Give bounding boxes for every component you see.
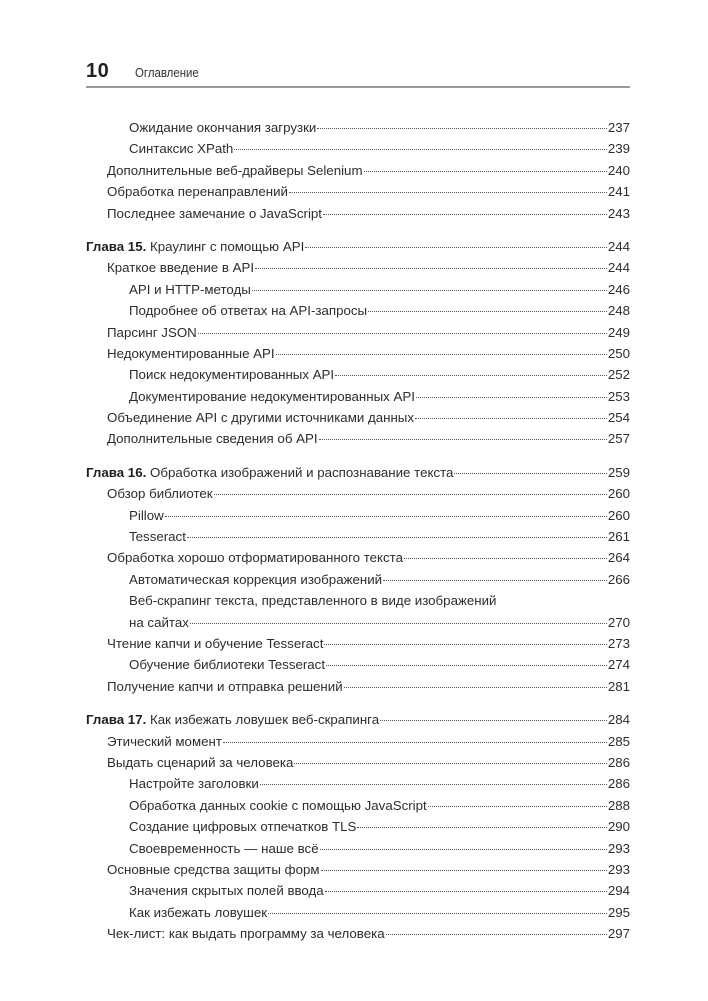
toc-entry-title: API и HTTP-методы bbox=[129, 281, 251, 297]
toc-entry[interactable] bbox=[86, 257, 630, 278]
dot-leader bbox=[323, 214, 607, 215]
dot-leader bbox=[416, 397, 607, 398]
toc-entry-page: 239 bbox=[607, 141, 630, 157]
dot-leader bbox=[344, 687, 607, 688]
toc-entry-title: Чтение капчи и обучение Tesseract bbox=[107, 635, 324, 651]
toc-entry-page: 295 bbox=[607, 904, 630, 920]
toc-entry[interactable] bbox=[86, 407, 630, 428]
toc-entry-page: 243 bbox=[607, 205, 630, 221]
dot-leader bbox=[305, 247, 607, 248]
chapter-label: Глава 15. bbox=[86, 238, 147, 254]
toc-entry-title bbox=[86, 462, 453, 483]
toc-entry[interactable] bbox=[86, 160, 630, 181]
toc-entry-title: Чек-лист: как выдать программу за человека bbox=[107, 926, 385, 942]
dot-leader bbox=[454, 473, 606, 474]
dot-leader bbox=[319, 439, 607, 440]
toc-entry-page: 266 bbox=[607, 571, 630, 587]
toc-entry[interactable] bbox=[86, 300, 630, 321]
toc-entry[interactable] bbox=[86, 279, 630, 300]
toc-entry-title-line1: Веб-скрапинг текста, представленного в виде изображений bbox=[129, 593, 497, 609]
toc-entry-page: 285 bbox=[607, 733, 630, 749]
toc-entry[interactable] bbox=[86, 547, 630, 568]
dot-leader bbox=[386, 934, 607, 935]
dot-leader bbox=[335, 375, 607, 376]
toc-entry[interactable] bbox=[86, 654, 630, 675]
toc-entry-title: Выдать сценарий за человека bbox=[107, 754, 294, 770]
toc-entry-title: Поиск недокументированных API bbox=[129, 367, 335, 383]
dot-leader bbox=[252, 290, 607, 291]
running-header bbox=[86, 58, 630, 88]
toc-entry[interactable] bbox=[86, 428, 630, 449]
toc-entry[interactable] bbox=[86, 386, 630, 407]
toc-entry-page: 248 bbox=[607, 303, 630, 319]
toc-entry[interactable] bbox=[86, 752, 630, 773]
toc-entry-title: Объединение API с другими источниками данных bbox=[107, 410, 415, 426]
toc-entry[interactable] bbox=[86, 816, 630, 837]
dot-leader bbox=[324, 644, 606, 645]
dot-leader bbox=[368, 311, 607, 312]
toc-chapter-entry[interactable] bbox=[86, 709, 630, 730]
toc-entry[interactable] bbox=[86, 526, 630, 547]
toc-entry-page: 293 bbox=[607, 861, 630, 877]
chapter-label: Глава 16. bbox=[86, 464, 147, 480]
toc-entry-page: 281 bbox=[607, 678, 630, 694]
dot-leader bbox=[326, 665, 607, 666]
toc-entry[interactable] bbox=[86, 859, 630, 880]
toc-entry-title: Pillow bbox=[129, 507, 164, 523]
toc-entry-title bbox=[86, 236, 304, 257]
chapter-title: Как избежать ловушек веб-скрапинга bbox=[150, 712, 380, 728]
toc-entry-title: Основные средства защиты форм bbox=[107, 861, 320, 877]
toc-entry-page: 260 bbox=[607, 507, 630, 523]
toc-entry-page: 290 bbox=[607, 819, 630, 835]
toc-entry-title: Дополнительные сведения об API bbox=[107, 431, 318, 447]
toc-entry[interactable] bbox=[86, 343, 630, 364]
toc-entry-title: Краткое введение в API bbox=[107, 260, 255, 276]
toc-entry-page: 249 bbox=[607, 324, 630, 340]
chapter-title: Краулинг с помощью API bbox=[150, 238, 305, 254]
toc-entry-title: Обработка хорошо отформатированного текста bbox=[107, 550, 403, 566]
toc-entry-page: 261 bbox=[607, 529, 630, 545]
toc-entry[interactable] bbox=[86, 322, 630, 343]
toc-entry-title bbox=[86, 709, 379, 730]
toc-entry-title: Этический момент bbox=[107, 733, 222, 749]
toc-entry-page: 253 bbox=[607, 388, 630, 404]
toc-entry-page: 293 bbox=[607, 840, 630, 856]
toc-entry-page: 286 bbox=[607, 776, 630, 792]
toc-entry-title: Создание цифровых отпечатков TLS bbox=[129, 819, 357, 835]
toc-entry-page: 288 bbox=[607, 797, 630, 813]
toc-entry-page: 252 bbox=[607, 367, 630, 383]
toc-entry[interactable] bbox=[86, 731, 630, 752]
dot-leader bbox=[321, 870, 607, 871]
toc-entry-title: Своевременность — наше всё bbox=[129, 840, 319, 856]
dot-leader bbox=[357, 827, 606, 828]
dot-leader bbox=[214, 494, 607, 495]
toc-entry[interactable] bbox=[86, 203, 630, 224]
toc-entry-page: 244 bbox=[607, 260, 630, 276]
toc-entry-page: 273 bbox=[607, 635, 630, 651]
page-number: 10 bbox=[86, 60, 110, 82]
dot-leader bbox=[190, 623, 607, 624]
toc-entry-title: Получение капчи и отправка решений bbox=[107, 678, 343, 694]
toc-entry[interactable] bbox=[86, 590, 630, 633]
toc-entry-page: 241 bbox=[607, 184, 630, 200]
toc-entry[interactable] bbox=[86, 505, 630, 526]
toc-entry-title: Обработка перенаправлений bbox=[107, 184, 288, 200]
toc-entry-title: Синтаксис XPath bbox=[129, 141, 234, 157]
toc-entry[interactable] bbox=[86, 483, 630, 504]
toc-entry-title: Обработка данных cookie с помощью JavaScript bbox=[129, 797, 427, 813]
toc-entry-page: 294 bbox=[607, 883, 630, 899]
dot-leader bbox=[383, 580, 607, 581]
toc-entry-title: Недокументированные API bbox=[107, 345, 275, 361]
toc-entry-title: Подробнее об ответах на API-запросы bbox=[129, 303, 368, 319]
toc-entry-title: Парсинг JSON bbox=[107, 324, 197, 340]
toc-entry-page: 264 bbox=[607, 550, 630, 566]
toc-entry-title: Настройте заголовки bbox=[129, 776, 259, 792]
toc-entry-page: 284 bbox=[607, 712, 630, 728]
toc-chapter-entry[interactable] bbox=[86, 236, 630, 257]
chapter-title: Обработка изображений и распознавание текста bbox=[150, 464, 454, 480]
toc-entry-page: 237 bbox=[607, 120, 630, 135]
toc-entry-title: Последнее замечание о JavaScript bbox=[107, 205, 322, 221]
toc-entry[interactable] bbox=[86, 880, 630, 901]
dot-leader bbox=[234, 149, 606, 150]
toc-entry-title: Документирование недокументированных API bbox=[129, 388, 415, 404]
dot-leader bbox=[364, 171, 607, 172]
toc-entry[interactable] bbox=[86, 364, 630, 385]
dot-leader bbox=[320, 849, 607, 850]
toc-entry-page: 244 bbox=[607, 238, 630, 254]
toc-entry-title-line2: на сайтах bbox=[129, 614, 189, 630]
toc-entry[interactable] bbox=[86, 569, 630, 590]
toc-entry[interactable] bbox=[86, 138, 630, 159]
dot-leader bbox=[415, 418, 607, 419]
header-rule bbox=[86, 86, 630, 88]
toc-entry-page: 270 bbox=[607, 614, 630, 630]
dot-leader bbox=[325, 891, 607, 892]
dot-leader bbox=[198, 333, 607, 334]
dot-leader bbox=[317, 128, 606, 129]
toc-entry[interactable] bbox=[86, 795, 630, 816]
dot-leader bbox=[276, 354, 607, 355]
chapter-label: Глава 17. bbox=[86, 712, 147, 728]
toc-entry-title: Дополнительные веб-драйверы Selenium bbox=[107, 162, 363, 178]
toc-entry[interactable] bbox=[86, 117, 630, 138]
toc-entry[interactable] bbox=[86, 773, 630, 794]
toc-entry[interactable] bbox=[86, 181, 630, 202]
dot-leader bbox=[268, 913, 607, 914]
dot-leader bbox=[380, 720, 607, 721]
toc-entry-page: 240 bbox=[607, 162, 630, 178]
running-title: Оглавление bbox=[135, 65, 199, 80]
toc-entry-title: Обзор библиотек bbox=[107, 486, 213, 502]
toc-entry[interactable] bbox=[86, 923, 630, 944]
toc-entry-page: 274 bbox=[607, 657, 630, 673]
dot-leader bbox=[404, 558, 607, 559]
toc-entry-page: 246 bbox=[607, 281, 630, 297]
dot-leader bbox=[255, 268, 607, 269]
toc-entry[interactable] bbox=[86, 633, 630, 654]
table-of-contents bbox=[86, 117, 630, 944]
toc-entry-title: Значения скрытых полей ввода bbox=[129, 883, 324, 899]
dot-leader bbox=[294, 763, 606, 764]
toc-entry-title: Как избежать ловушек bbox=[129, 904, 268, 920]
toc-entry-title: Обучение библиотеки Tesseract bbox=[129, 657, 326, 673]
toc-entry-page: 254 bbox=[607, 410, 630, 426]
toc-entry-page: 257 bbox=[607, 431, 630, 447]
toc-entry-page: 260 bbox=[607, 486, 630, 502]
toc-entry-page: 297 bbox=[607, 926, 630, 942]
dot-leader bbox=[289, 192, 607, 193]
toc-entry-page: 259 bbox=[607, 464, 630, 480]
toc-entry-title: Ожидание окончания загрузки bbox=[129, 120, 317, 135]
toc-entry[interactable] bbox=[86, 838, 630, 859]
toc-entry-page: 250 bbox=[607, 345, 630, 361]
dot-leader bbox=[223, 742, 607, 743]
dot-leader bbox=[428, 806, 607, 807]
dot-leader bbox=[165, 516, 607, 517]
toc-entry-page: 286 bbox=[607, 754, 630, 770]
toc-chapter-entry[interactable] bbox=[86, 462, 630, 483]
dot-leader bbox=[260, 784, 607, 785]
dot-leader bbox=[187, 537, 607, 538]
toc-entry-title: Tesseract bbox=[129, 529, 186, 545]
toc-entry-title: Автоматическая коррекция изображений bbox=[129, 571, 383, 587]
toc-entry[interactable] bbox=[86, 902, 630, 923]
toc-entry[interactable] bbox=[86, 676, 630, 697]
